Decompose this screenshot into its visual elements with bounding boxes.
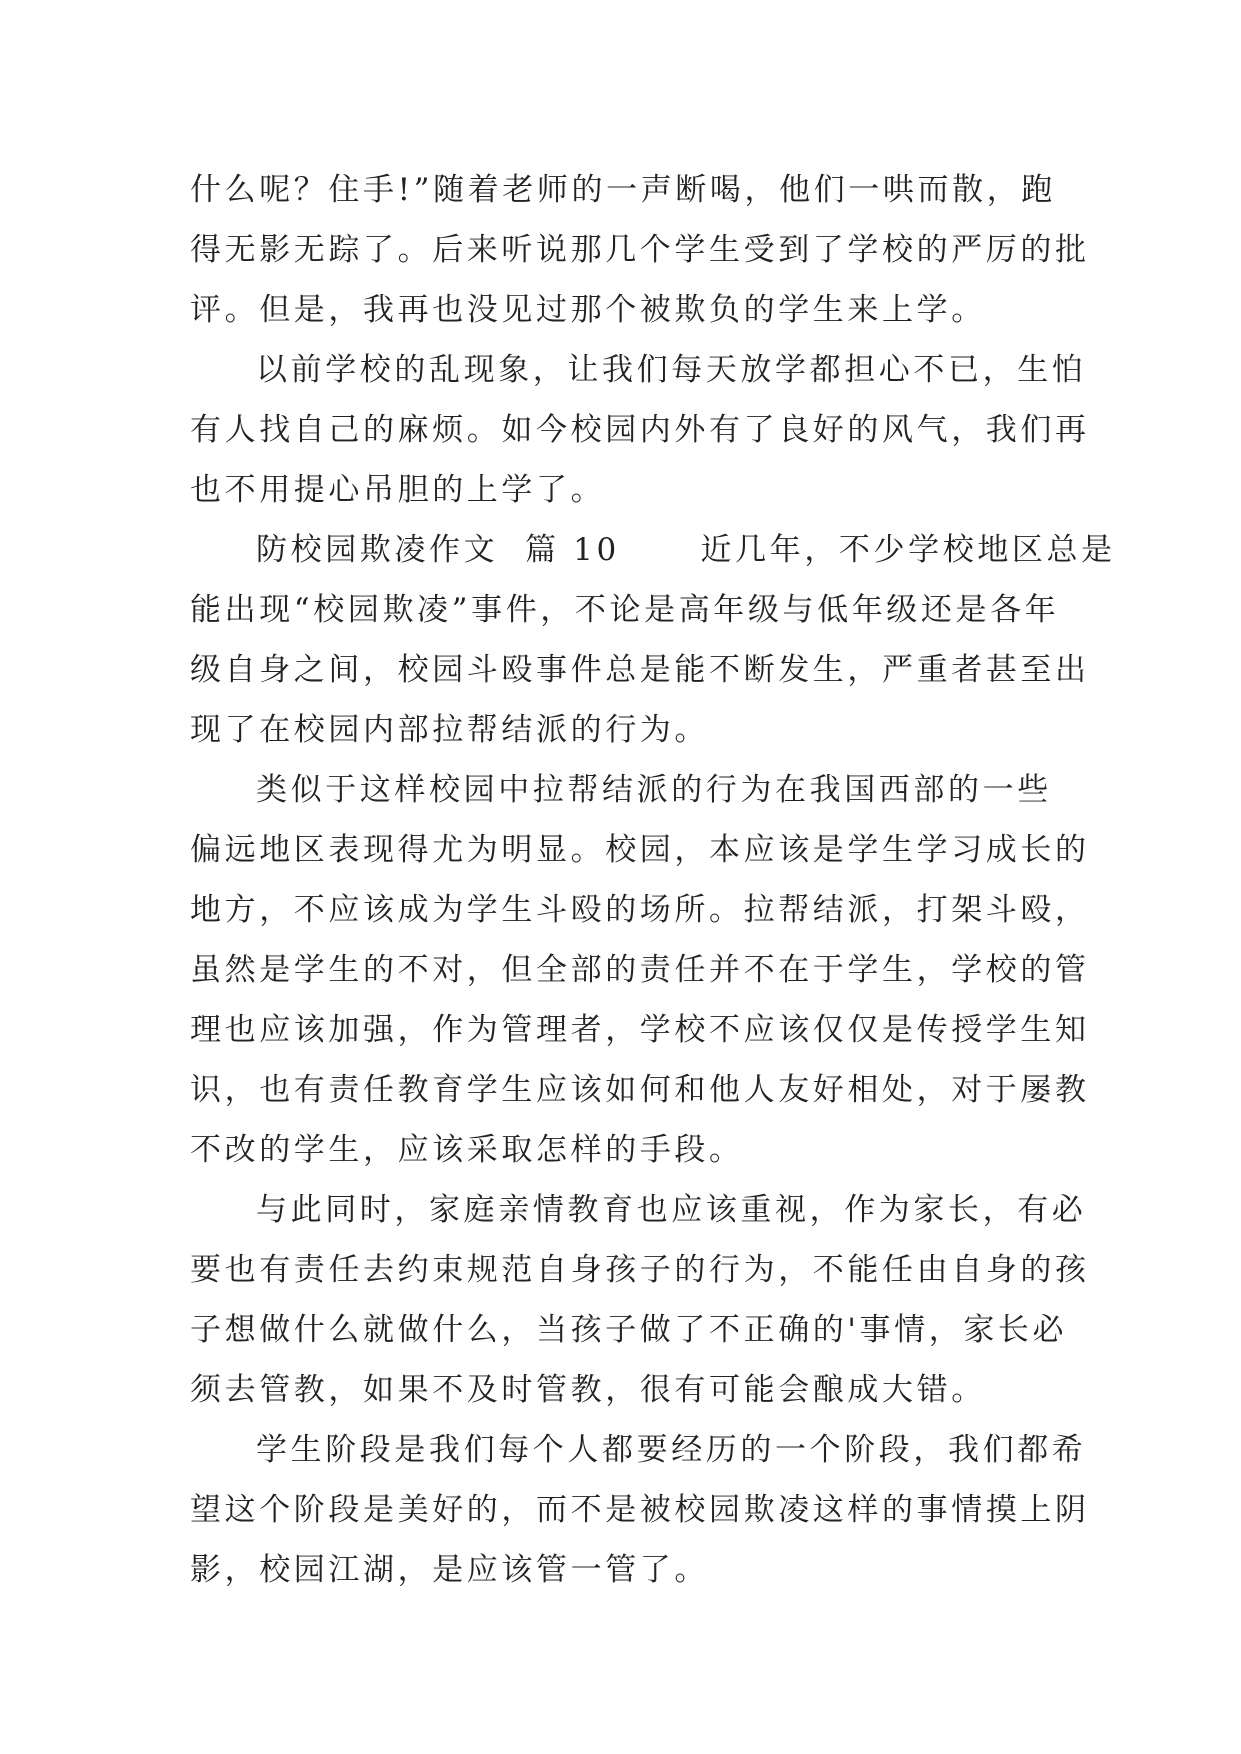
- text-line: 评。但是，我再也没见过那个被欺负的学生来上学。: [190, 292, 986, 328]
- text-line: 现了在校园内部拉帮结派的行为。: [190, 712, 709, 748]
- paragraph-2: [190, 340, 1090, 520]
- text-line: 能出现“校园欺凌”事件，不论是高年级与低年级还是各年: [190, 592, 1060, 628]
- text-line: 不改的学生，应该采取怎样的手段。: [190, 1132, 744, 1168]
- paragraph-4: [190, 760, 1090, 1180]
- text-line: 须去管教，如果不及时管教，很有可能会酿成大错。: [190, 1372, 986, 1408]
- text-line: 类似于这样校园中拉帮结派的行为在我国西部的一些: [256, 772, 1052, 808]
- text-line: 得无影无踪了。后来听说那几个学生受到了学校的严厉的批: [190, 232, 1090, 268]
- text-line: 地方，不应该成为学生斗殴的场所。拉帮结派，打架斗殴，: [190, 892, 1090, 928]
- text-line: 也不用提心吊胆的上学了。: [190, 472, 606, 508]
- paragraph-1: [190, 160, 1090, 340]
- text-line: 防校园欺凌作文 篇 10 近几年，不少学校地区总是: [256, 532, 1116, 568]
- text-line: 望这个阶段是美好的，而不是被校园欺凌这样的事情摸上阴: [190, 1492, 1090, 1528]
- text-line: 有人找自己的麻烦。如今校园内外有了良好的风气，我们再: [190, 412, 1090, 448]
- paragraph-5: [190, 1180, 1090, 1420]
- text-line: 要也有责任去约束规范自身孩子的行为，不能任由自身的孩: [190, 1252, 1090, 1288]
- text-line: 以前学校的乱现象，让我们每天放学都担心不已，生怕: [256, 352, 1087, 388]
- paragraph-6: [190, 1420, 1090, 1600]
- text-line: 影，校园江湖，是应该管一管了。: [190, 1552, 709, 1588]
- text-line: 学生阶段是我们每个人都要经历的一个阶段，我们都希: [256, 1432, 1087, 1468]
- text-line: 什么呢？住手!”随着老师的一声断喝，他们一哄而散，跑: [190, 172, 1056, 208]
- text-line: 子想做什么就做什么，当孩子做了不正确的'事情，家长必: [190, 1312, 1068, 1348]
- document-body: [190, 160, 1116, 1600]
- text-line: 识，也有责任教育学生应该如何和他人友好相处，对于屡教: [190, 1072, 1090, 1108]
- text-line: 虽然是学生的不对，但全部的责任并不在于学生，学校的管: [190, 952, 1090, 988]
- text-line: 偏远地区表现得尤为明显。校园，本应该是学生学习成长的: [190, 832, 1090, 868]
- paragraph-3: [190, 520, 1116, 760]
- text-line: 理也应该加强，作为管理者，学校不应该仅仅是传授学生知: [190, 1012, 1090, 1048]
- text-line: 与此同时，家庭亲情教育也应该重视，作为家长，有必: [256, 1192, 1087, 1228]
- text-line: 级自身之间，校园斗殴事件总是能不断发生，严重者甚至出: [190, 652, 1090, 688]
